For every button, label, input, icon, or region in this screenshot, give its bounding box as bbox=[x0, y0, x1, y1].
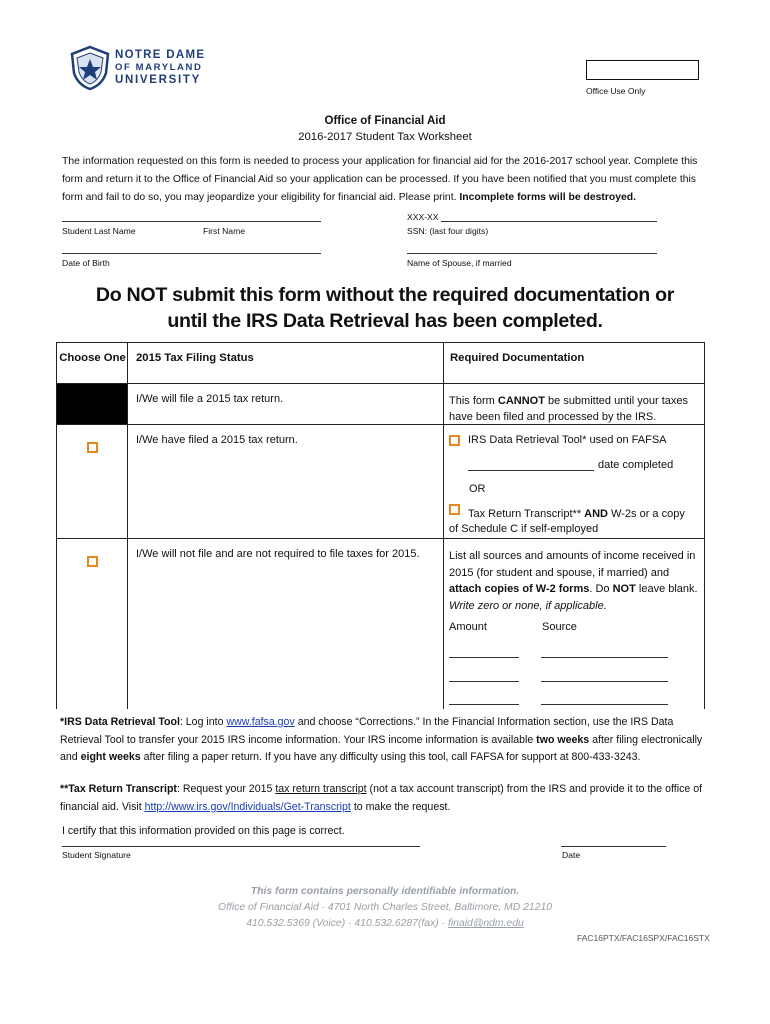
source-line-2[interactable] bbox=[541, 681, 668, 682]
row1-status: I/We will file a 2015 tax return. bbox=[136, 393, 284, 405]
last-name-label: Student Last Name bbox=[62, 226, 136, 236]
intro-paragraph bbox=[62, 153, 707, 207]
ssn-line[interactable] bbox=[441, 221, 657, 222]
dob-line[interactable] bbox=[62, 253, 321, 254]
dob-label: Date of Birth bbox=[62, 258, 110, 268]
source-label: Source bbox=[542, 621, 577, 633]
row2-status: I/We have filed a 2015 tax return. bbox=[136, 434, 298, 446]
warning-line-1: Do NOT submit this form without the required documentation or bbox=[95, 284, 675, 306]
footer-address: Office of Financial Aid · 4701 North Charles Street, Baltimore, MD 21210 bbox=[218, 902, 552, 913]
row2-schedule-c: of Schedule C if self-employed bbox=[449, 523, 599, 535]
col-choose-one: Choose One bbox=[59, 352, 126, 364]
ssn-prefix: XXX-XX bbox=[407, 212, 439, 222]
office-title: Office of Financial Aid bbox=[324, 115, 446, 127]
ssn-label: SSN: (last four digits) bbox=[407, 226, 489, 236]
logo-line-3: UNIVERSITY bbox=[115, 74, 202, 86]
or-label: OR bbox=[469, 483, 486, 495]
amount-label: Amount bbox=[449, 621, 487, 633]
intro-text: The information requested on this form is needed to process your application for financial aid for the 2016-2017 school year. Complete this form and return it to the Office of Financial Aid so your application can be processed. If you have been notified that you must complete this form and fail to do so, you may jeopardize your eligibility for financial aid. Please print. bbox=[62, 156, 698, 203]
signature-label: Student Signature bbox=[62, 850, 131, 860]
row3-checkbox[interactable] bbox=[87, 556, 98, 567]
worksheet-title: 2016-2017 Student Tax Worksheet bbox=[298, 131, 472, 143]
date-label: Date bbox=[562, 850, 581, 860]
form-code: FAC16PTX/FAC16SPX/FAC16STX bbox=[577, 933, 710, 943]
certify-statement: I certify that this information provided on this page is correct. bbox=[62, 825, 345, 837]
footer-email-link[interactable]: finaid@ndm.edu bbox=[447, 918, 524, 929]
university-logo bbox=[68, 45, 218, 95]
logo-line-1: NOTRE DAME bbox=[115, 49, 206, 61]
row3-doc: List all sources and amounts of income received in 2015 (for student and spouse, if married) and attach copies of W-2 forms. Do NOT leave blank. Write zero or none, if applicable. bbox=[449, 550, 698, 612]
irs-transcript-link[interactable]: http://www.irs.gov/Individuals/Get-Transcript bbox=[144, 800, 351, 813]
spouse-label: Name of Spouse, if married bbox=[407, 258, 512, 268]
transcript-checkbox[interactable] bbox=[449, 504, 460, 515]
drt-checkbox[interactable] bbox=[449, 435, 460, 446]
source-line-3[interactable] bbox=[541, 704, 668, 705]
footer-contact: 410.532.5369 (Voice) · 410.532.6287(fax) · finaid@ndm.edu bbox=[246, 918, 524, 929]
signature-line[interactable] bbox=[62, 846, 420, 847]
row1-doc: This form CANNOT be submitted until your taxes have been filed and processed by the IRS. bbox=[449, 395, 689, 423]
date-completed-line[interactable] bbox=[468, 470, 594, 471]
office-use-label: Office Use Only bbox=[586, 86, 646, 96]
row3-status: I/We will not file and are not required to file taxes for 2015. bbox=[136, 548, 420, 560]
irs-drt-note: *IRS Data Retrieval Tool: Log into www.fafsa.gov and choose “Corrections.” In the Financial Information section, use the IRS Data Retrieval Tool to transfer your 2015 IRS income information. Your IRS income information is available two weeks after filing electronically and eight weeks after filing a paper return. If you have any difficulty using this tool, call FAFSA for support at 800-433-3243. bbox=[60, 716, 703, 763]
shield-logo-icon bbox=[68, 45, 112, 91]
warning-line-2: until the IRS Data Retrieval has been completed. bbox=[167, 310, 603, 332]
amount-line-3[interactable] bbox=[449, 704, 519, 705]
footer-pii-notice: This form contains personally identifiable information. bbox=[250, 886, 520, 897]
fafsa-link[interactable]: www.fafsa.gov bbox=[226, 716, 295, 728]
amount-line-2[interactable] bbox=[449, 681, 519, 682]
date-completed-label: date completed bbox=[598, 459, 674, 471]
office-use-box[interactable] bbox=[586, 60, 699, 80]
row1-blackout bbox=[57, 384, 127, 424]
source-line-1[interactable] bbox=[541, 657, 668, 658]
row2-drt-option: IRS Data Retrieval Tool* used on FAFSA bbox=[468, 434, 667, 446]
col-filing-status: 2015 Tax Filing Status bbox=[136, 352, 254, 364]
col-required-doc: Required Documentation bbox=[450, 352, 585, 364]
last-first-name-line[interactable] bbox=[62, 221, 321, 222]
logo-line-2: OF MARYLAND bbox=[115, 61, 203, 73]
spouse-line[interactable] bbox=[407, 253, 657, 254]
first-name-label: First Name bbox=[203, 226, 246, 236]
row2-checkbox[interactable] bbox=[87, 442, 98, 453]
date-line[interactable] bbox=[561, 846, 666, 847]
row2-transcript-option: Tax Return Transcript** AND W-2s or a copy bbox=[468, 508, 685, 520]
amount-line-1[interactable] bbox=[449, 657, 519, 658]
transcript-note: **Tax Return Transcript: Request your 2015 tax return transcript (not a tax account transcript) from the IRS and provide it to the office of financial aid. Visit http://www.irs.gov/Individuals/Get-Transcript to make the request. bbox=[60, 783, 703, 813]
intro-warning: Incomplete forms will be destroyed. bbox=[459, 192, 637, 203]
